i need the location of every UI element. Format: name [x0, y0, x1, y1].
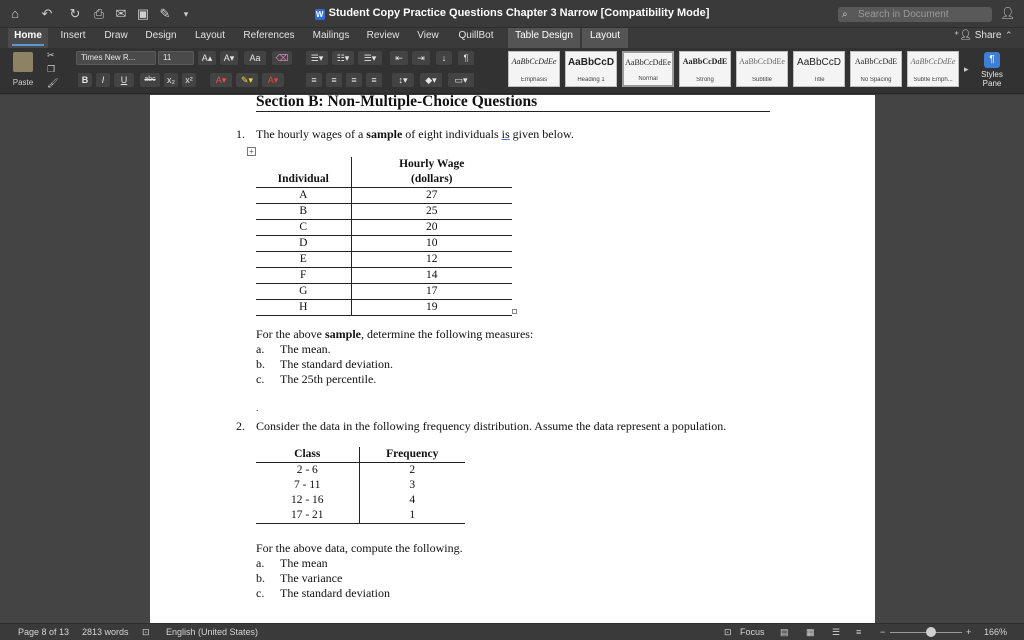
tab-quillbot[interactable]: QuillBot	[458, 30, 494, 41]
share-label: Share	[974, 30, 1002, 41]
word-doc-icon: W	[315, 10, 324, 19]
customize-toolbar-icon[interactable]: ▾	[183, 9, 189, 19]
subscript-icon[interactable]: x₂	[164, 73, 178, 87]
bullets-icon[interactable]: ☰▾	[306, 51, 328, 65]
account-icon[interactable]: 👤︎	[1000, 6, 1016, 20]
grow-font-icon[interactable]: A▴	[198, 51, 216, 65]
numbering-icon[interactable]: ☷▾	[332, 51, 354, 65]
collapse-ribbon-icon[interactable]: ⌃	[1005, 30, 1013, 40]
strikethrough-icon[interactable]: abc	[140, 73, 160, 87]
web-layout-icon[interactable]: ▦	[806, 627, 815, 637]
table-row: 2 - 6 2	[256, 463, 465, 479]
superscript-icon[interactable]: x²	[182, 73, 196, 87]
tab-review[interactable]: Review	[366, 30, 400, 41]
question-1-followup: For the above sample, determine the following measures:	[256, 327, 534, 341]
table-row: C 20	[256, 220, 512, 236]
section-title: Section B: Non-Multiple-Choice Questions	[256, 95, 770, 112]
zoom-slider-knob[interactable]	[926, 627, 936, 637]
style-title[interactable]: AaBbCcD Title	[793, 51, 845, 87]
line-spacing-icon[interactable]: ↕▾	[392, 73, 414, 87]
zoom-in-icon[interactable]: +	[966, 627, 972, 637]
font-size-select[interactable]: 11	[158, 51, 194, 65]
table-row: D 10	[256, 236, 512, 252]
table-header-cell: Hourly Wage (dollars)	[351, 157, 512, 188]
document-page[interactable]	[150, 95, 875, 623]
word-count[interactable]: 2813 words	[82, 627, 129, 637]
ribbon-tabs	[0, 28, 1024, 48]
zoom-out-icon[interactable]: −	[880, 627, 886, 637]
table-row: E 12	[256, 252, 512, 268]
title-bar	[0, 0, 1024, 28]
hourly-wage-table	[256, 157, 512, 316]
tab-layout[interactable]: Layout	[194, 30, 226, 41]
align-center-icon[interactable]: ≡	[326, 73, 342, 87]
decrease-indent-icon[interactable]: ⇤	[390, 51, 408, 65]
clipboard-icon	[13, 52, 33, 72]
proofing-icon[interactable]: ⊡	[142, 627, 150, 637]
edit-icon[interactable]: ✎	[159, 6, 171, 21]
styles-pane-button[interactable]	[978, 52, 1006, 88]
table-row: H 19	[256, 300, 512, 316]
format-painter-icon[interactable]: 🖌︎	[47, 78, 59, 88]
align-left-icon[interactable]: ≡	[306, 73, 322, 87]
save-icon[interactable]: ▣	[136, 6, 150, 21]
cut-icon[interactable]: ✂	[47, 50, 55, 60]
style-emphasis[interactable]: AaBbCcDdEe Emphasis	[508, 51, 560, 87]
style-subtle-emphasis[interactable]: AaBbCcDdEe Subtle Emph...	[907, 51, 959, 87]
question-1-number: 1.	[236, 127, 245, 141]
question-2-followup: For the above data, compute the following.	[256, 541, 463, 555]
question-2-text: Consider the data in the following frequency distribution. Assume the data represent a population.	[256, 419, 727, 433]
share-icon: ⁺👤︎	[954, 30, 975, 41]
email-icon[interactable]: ✉	[115, 6, 127, 21]
tab-home[interactable]: Home	[8, 28, 48, 48]
question-1-text: The hourly wages of a sample of eight individuals is given below.	[256, 127, 574, 141]
justify-icon[interactable]: ≡	[366, 73, 382, 87]
focus-icon: ⊡	[724, 627, 732, 637]
table-row: F 14	[256, 268, 512, 284]
bold-icon[interactable]: B	[78, 73, 92, 87]
font-name-select[interactable]: Times New R...	[76, 51, 156, 65]
style-heading-1[interactable]: AaBbCcD Heading 1	[565, 51, 617, 87]
search-icon: ⌕	[842, 9, 848, 20]
zoom-level[interactable]: 166%	[984, 627, 1008, 637]
increase-indent-icon[interactable]: ⇥	[412, 51, 430, 65]
frequency-table	[256, 447, 465, 524]
focus-button[interactable]: Focus	[740, 627, 765, 637]
list-item: b. The variance	[256, 571, 343, 585]
undo-icon[interactable]: ↶	[41, 6, 53, 21]
underline-icon[interactable]: U	[114, 73, 134, 87]
table-row: 7 - 11 3	[256, 478, 465, 493]
tab-design[interactable]: Design	[145, 30, 177, 41]
tab-table-layout[interactable]: Layout	[582, 28, 628, 48]
table-row: 12 - 16 4	[256, 493, 465, 508]
table-header-cell: Class	[256, 447, 359, 463]
shrink-font-icon[interactable]: A▾	[220, 51, 238, 65]
change-case-icon[interactable]: Aa	[244, 51, 266, 65]
language-status[interactable]: English (United States)	[166, 627, 259, 637]
list-item: a. The mean.	[256, 342, 331, 356]
status-bar	[0, 623, 1024, 640]
align-right-icon[interactable]: ≡	[346, 73, 362, 87]
copy-icon[interactable]: ❐	[47, 64, 56, 74]
paste-button[interactable]	[8, 50, 38, 90]
styles-pane-label: Styles Pane	[981, 70, 1003, 88]
style-no-spacing[interactable]: AaBbCcDdE No Spacing	[850, 51, 902, 87]
list-item: b. The standard deviation.	[256, 357, 393, 371]
font-color-icon[interactable]: A▾	[262, 73, 284, 87]
style-normal[interactable]: AaBbCcDdEe Normal	[622, 51, 674, 87]
styles-gallery	[508, 51, 960, 89]
share-button[interactable]	[954, 30, 1001, 41]
text-effects-icon[interactable]: A▾	[210, 73, 232, 87]
show-formatting-icon[interactable]: ¶	[458, 51, 474, 65]
table-header-cell: Frequency	[359, 447, 465, 463]
tab-table-design[interactable]: Table Design	[508, 28, 580, 48]
borders-icon[interactable]: ▭▾	[448, 73, 474, 87]
home-icon[interactable]: ⌂	[11, 6, 19, 21]
table-resize-handle[interactable]	[512, 309, 517, 314]
print-layout-icon[interactable]: ▤	[780, 627, 789, 637]
styles-pane-icon: ¶	[984, 52, 1000, 68]
sort-icon[interactable]: ↓	[436, 51, 452, 65]
italic-icon[interactable]: I	[96, 73, 110, 87]
table-row: B 25	[256, 204, 512, 220]
shading-icon[interactable]: ◆▾	[420, 73, 442, 87]
table-row: G 17	[256, 284, 512, 300]
table-row: A 27	[256, 188, 512, 204]
paste-label: Paste	[12, 78, 34, 87]
outline-view-icon[interactable]: ☰	[832, 627, 841, 637]
table-header-row	[256, 447, 465, 463]
styles-expand-icon[interactable]: ▸	[964, 64, 969, 74]
list-item: c. The standard deviation	[256, 586, 390, 600]
draft-view-icon[interactable]: ≡	[856, 627, 862, 637]
table-move-handle-icon[interactable]: +	[247, 147, 256, 156]
tab-view[interactable]: View	[417, 30, 439, 41]
style-subtitle[interactable]: AaBbCcDdEe Subtitle	[736, 51, 788, 87]
tab-references[interactable]: References	[243, 30, 295, 41]
table-header-cell: Individual	[256, 157, 351, 188]
tab-draw[interactable]: Draw	[104, 30, 128, 41]
search-placeholder: Search in Document	[858, 9, 949, 20]
clear-formatting-icon[interactable]: ⌫	[272, 51, 292, 65]
question-2-number: 2.	[236, 419, 245, 433]
search-input[interactable]	[838, 7, 992, 22]
highlight-icon[interactable]: ✎▾	[236, 73, 258, 87]
redo-icon[interactable]: ↻	[69, 6, 81, 21]
table-row: 17 - 21 1	[256, 508, 465, 524]
document-title-text: Student Copy Practice Questions Chapter 3 Narrow [Compatibility Mode]	[328, 7, 710, 19]
multilevel-list-icon[interactable]: ☰▾	[358, 51, 382, 65]
stray-mark: .	[256, 403, 259, 413]
table-header-row	[256, 157, 512, 188]
print-icon[interactable]: ⎙	[93, 6, 105, 21]
page-count[interactable]: Page 8 of 13	[18, 627, 70, 637]
tab-mailings[interactable]: Mailings	[312, 30, 350, 41]
list-item: c. The 25th percentile.	[256, 372, 377, 386]
tab-insert[interactable]: Insert	[60, 30, 86, 41]
style-strong[interactable]: AaBbCcDdE Strong	[679, 51, 731, 87]
list-item: a. The mean	[256, 556, 328, 570]
